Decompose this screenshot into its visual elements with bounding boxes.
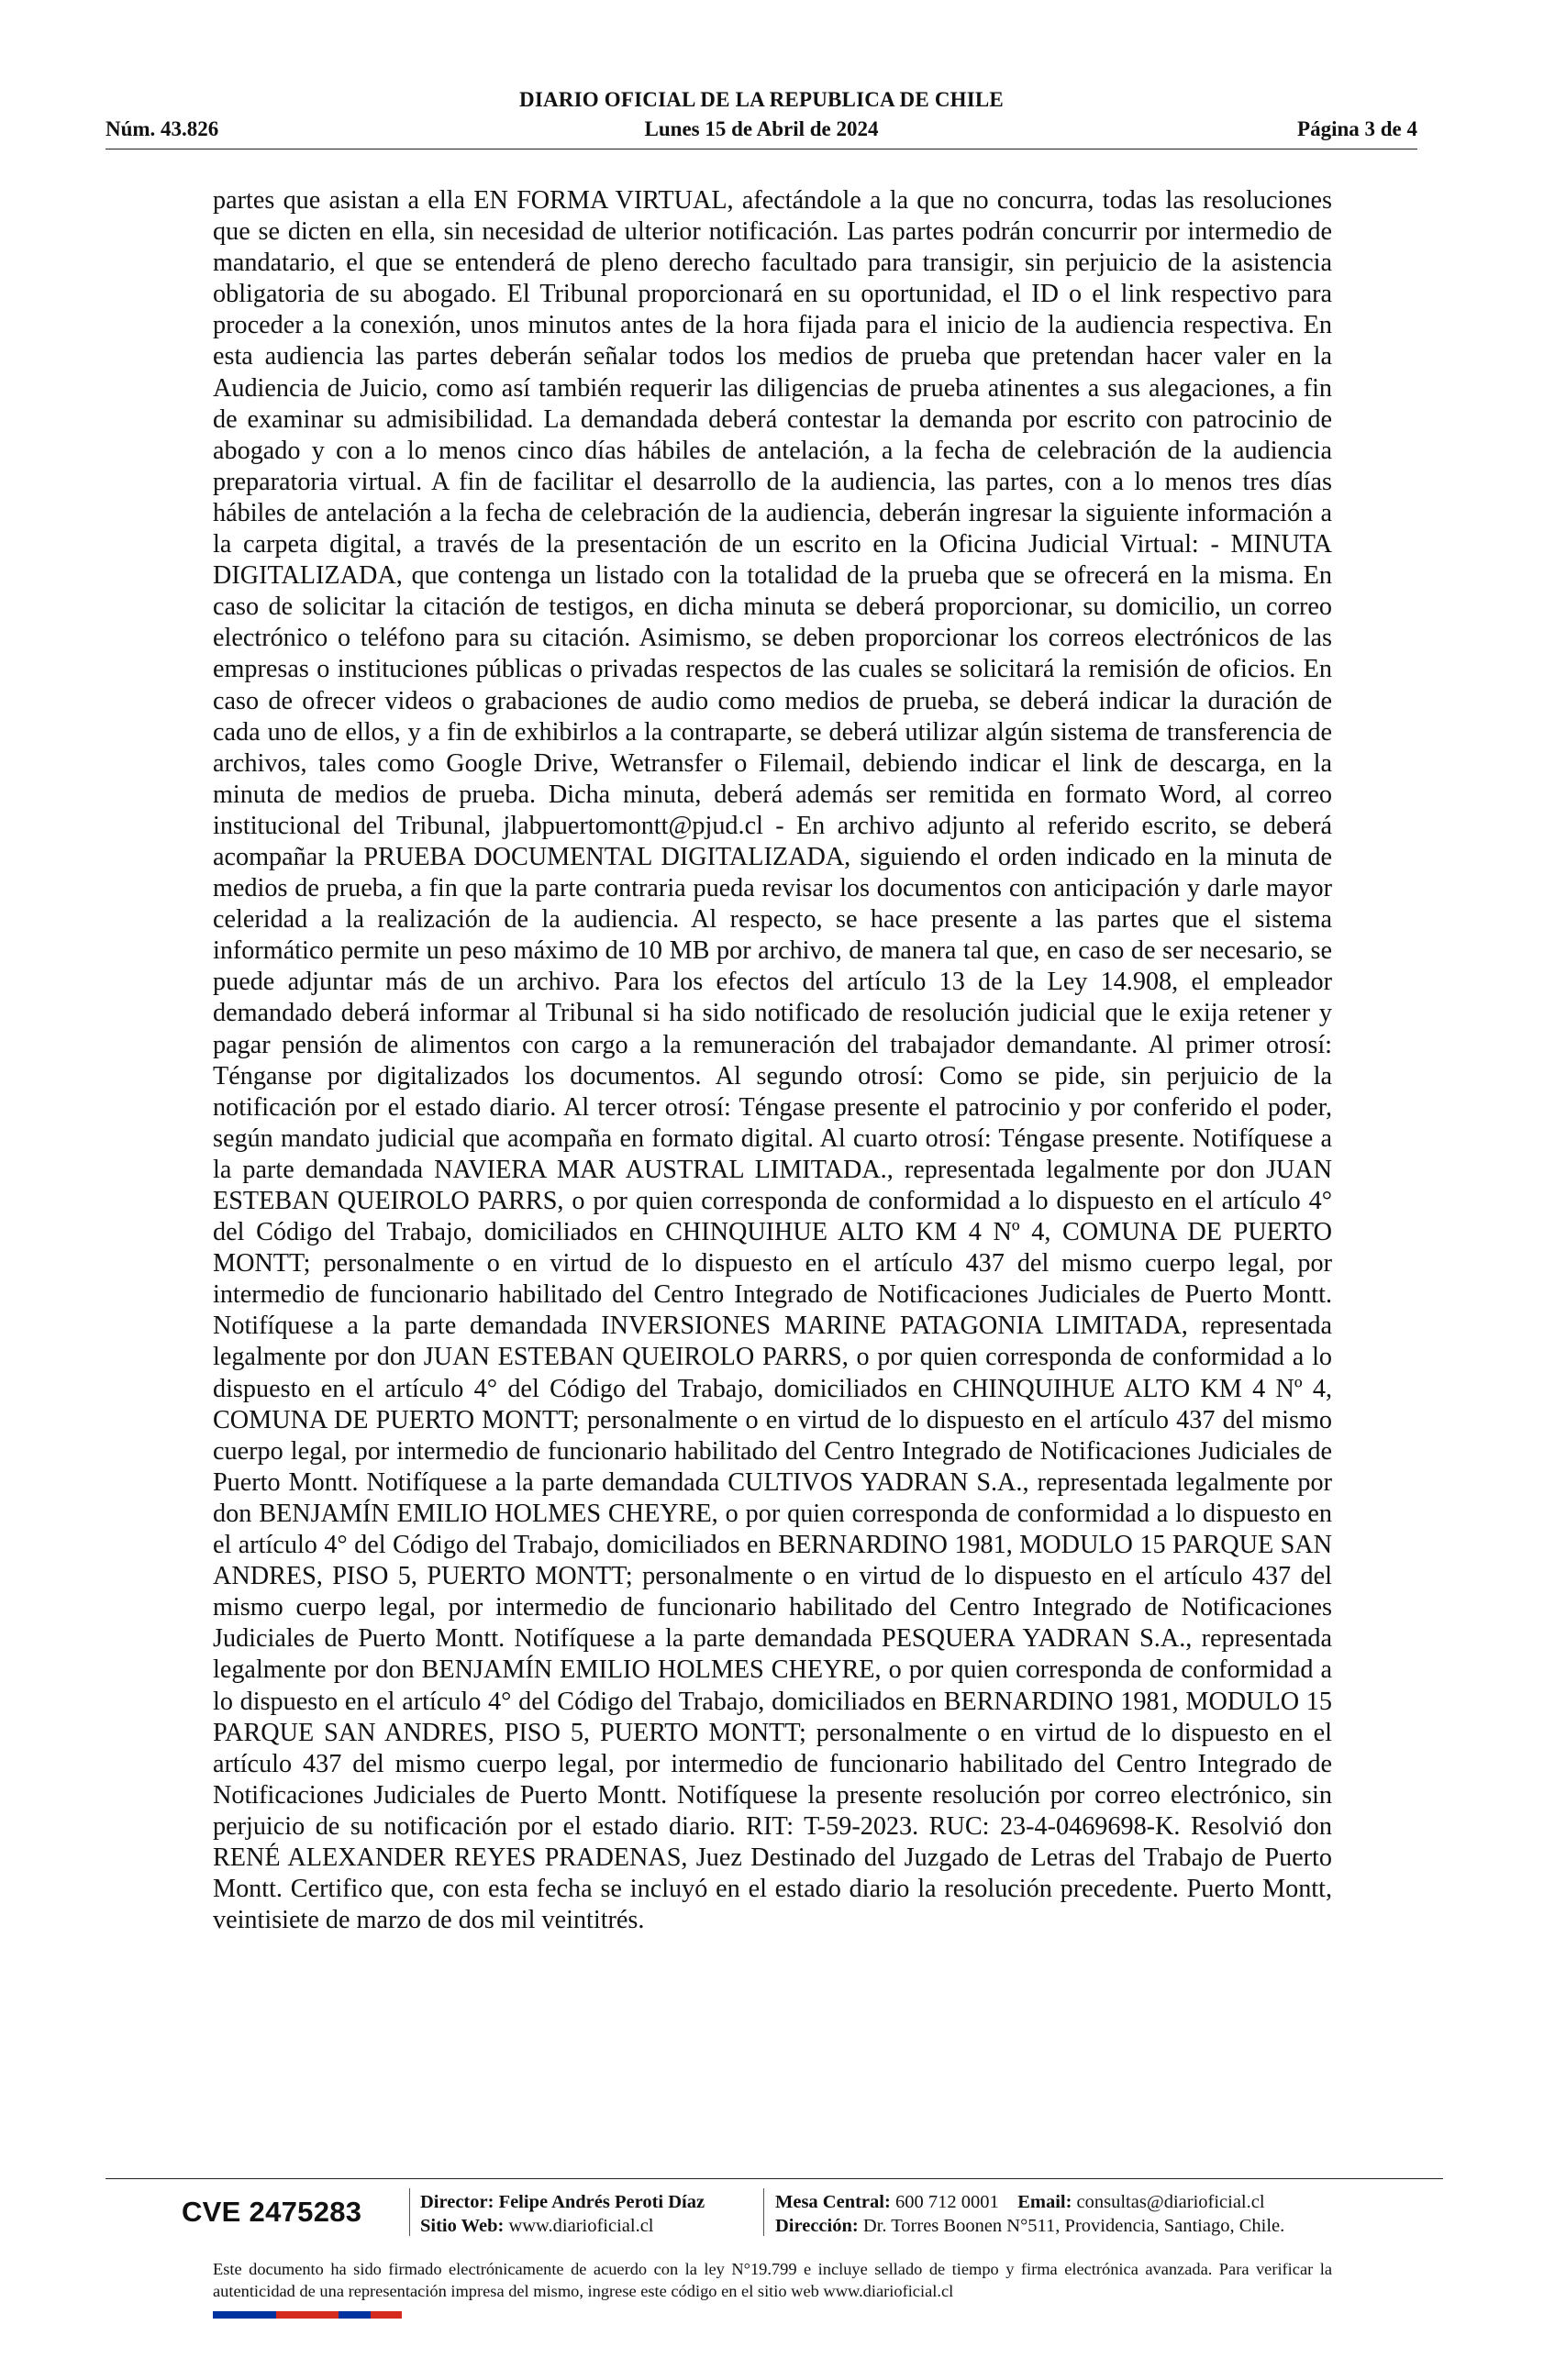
address-label: Dirección: <box>775 2216 859 2236</box>
director-label: Director: <box>420 2192 494 2212</box>
flag-segment <box>244 2311 275 2319</box>
gazette-title: DIARIO OFICIAL DE LA REPUBLICA DE CHILE <box>519 88 1004 111</box>
chile-flag-stripe <box>213 2311 402 2319</box>
address-line <box>775 2214 1284 2238</box>
flag-segment <box>307 2311 339 2319</box>
page-header <box>106 88 1417 150</box>
website-line <box>420 2214 705 2238</box>
address-text: Dr. Torres Boonen N°511, Providencia, Santiago, Chile. <box>862 2216 1285 2236</box>
director-line <box>420 2190 705 2214</box>
flag-segment <box>276 2311 307 2319</box>
electronic-signature-notice: Este documento ha sido firmado electrónicamente de acuerdo con la ley N°19.799 e incluye sellado de tiempo y firma electrónica avanzada. Para verificar la autenticidad de una representación impresa del mismo, ingrese este código en el sitio web www.diarioficial.cl <box>213 2260 1332 2300</box>
footer-separator <box>763 2188 764 2236</box>
flag-segment <box>213 2311 244 2319</box>
footer-director-block <box>420 2190 705 2238</box>
resolution-body-text: partes que asistan a ella EN FORMA VIRTUAL, afectándole a la que no concurra, todas las resoluciones que se dicten en ella, sin necesidad de ulterior notificación. Las partes podrán concurrir por intermedio de mandatario, el que se entenderá de pleno derecho facultado para transigir, sin perjuicio de la asistencia obligatoria de su abogado. El Tribunal proporcionará en su oportunidad, el ID o el link respectivo para proceder a la conexión, unos minutos antes de la hora fijada para el inicio de la audiencia respectiva. En esta audiencia las partes deberán señalar todos los medios de prueba que pretendan hacer valer en la Audiencia de Juicio, como así también requerir las diligencias de prueba atinentes a sus alegaciones, a fin de examinar su admisibilidad. La demandada deberá contestar la demanda por escrito con patrocinio de abogado y con a lo menos cinco días hábiles de antelación, a la fecha de celebración de la audiencia preparatoria virtual. A fin de facilitar el desarrollo de la audiencia, las partes, con a lo menos tres días hábiles de antelación a la fecha de celebración de la audiencia, deberán ingresar la siguiente información a la carpeta digital, a través de la presentación de un escrito en la Oficina Judicial Virtual: - MINUTA DIGITALIZADA, que contenga un listado con la totalidad de la prueba que se ofrecerá en la misma. En caso de solicitar la citación de testigos, en dicha minuta se deberá proporcionar, su domicilio, un correo electrónico o teléfono para su citación. Asimismo, se deben proporcionar los correos electrónicos de las empresas o instituciones públicas o privadas respectos de las cuales se solicitará la remisión de oficios. En caso de ofrecer videos o grabaciones de audio como medios de prueba, se deberá indicar la duración de cada uno de ellos, y a fin de exhibirlos a la contraparte, se deberá utilizar algún sistema de transferencia de archivos, tales como Google Drive, Wetransfer o Filemail, debiendo indicar el link de descarga, en la minuta de medios de prueba. Dicha minuta, deberá además ser remitida en formato Word, al correo institucional del Tribunal, jlabpuertomontt@pjud.cl - En archivo adjunto al referido escrito, se deberá acompañar la PRUEBA DOCUMENTAL DIGITALIZADA, siguiendo el orden indicado en la minuta de medios de prueba, a fin que la parte contraria pueda revisar los documentos con anticipación y darle mayor celeridad a la realización de la audiencia. Al respecto, se hace presente a las partes que el sistema informático permite un peso máximo de 10 MB por archivo, de manera tal que, en caso de ser necesario, se puede adjuntar más de un archivo. Para los efectos del artículo 13 de la Ley 14.908, el empleador demandado deberá informar al Tribunal si ha sido notificado de resolución judicial que le exija retener y pagar pensión de alimentos con cargo a la remuneración del trabajador demandante. Al primer otrosí: Ténganse por digitalizados los documentos. Al segundo otrosí: Como se pide, sin perjuicio de la notificación por el estado diario. Al tercer otrosí: Téngase presente el patrocinio y por conferido el poder, según mandato judicial que acompaña en formato digital. Al cuarto otrosí: Téngase presente. Notifíquese a la parte demandada NAVIERA MAR AUSTRAL LIMITADA., representada legalmente por don JUAN ESTEBAN QUEIROLO PARRS, o por quien corresponda de conformidad a lo dispuesto en el artículo 4° del Código del Trabajo, domiciliados en CHINQUIHUE ALTO KM 4 Nº 4, COMUNA DE PUERTO MONTT; personalmente o en virtud de lo dispuesto en el artículo 437 del mismo cuerpo legal, por intermedio de funcionario habilitado del Centro Integrado de Notificaciones Judiciales de Puerto Montt. Notifíquese a la parte demandada INVERSIONES MARINE PATAGONIA LIMITADA, representada legalmente por don JUAN ESTEBAN QUEIROLO PARRS, o por quien corresponda de conformidad a lo dispuesto en el artículo 4° del Código del Trabajo, domiciliados en CHINQUIHUE ALTO KM 4 Nº 4, COMUNA DE PUERTO MONTT; personalmente o en virtud de lo dispuesto en el artículo 437 del mismo cuerpo legal, por intermedio de funcionario habilitado del Centro Integrado de Notificaciones Judiciales de Puerto Montt. Notifíquese a la parte demandada CULTIVOS YADRAN S.A., representada legalmente por don BENJAMÍN EMILIO HOLMES CHEYRE, o por quien corresponda de conformidad a lo dispuesto en el artículo 4° del Código del Trabajo, domiciliados en BERNARDINO 1981, MODULO 15 PARQUE SAN ANDRES, PISO 5, PUERTO MONTT; personalmente o en virtud de lo dispuesto en el artículo 437 del mismo cuerpo legal, por intermedio de funcionario habilitado del Centro Integrado de Notificaciones Judiciales de Puerto Montt. Notifíquese a la parte demandada PESQUERA YADRAN S.A., representada legalmente por don BENJAMÍN EMILIO HOLMES CHEYRE, o por quien corresponda de conformidad a lo dispuesto en el artículo 4° del Código del Trabajo, domiciliados en BERNARDINO 1981, MODULO 15 PARQUE SAN ANDRES, PISO 5, PUERTO MONTT; personalmente o en virtud de lo dispuesto en el artículo 437 del mismo cuerpo legal, por intermedio de funcionario habilitado del Centro Integrado de Notificaciones Judiciales de Puerto Montt. Notifíquese la presente resolución por correo electrónico, sin perjuicio de su notificación por el estado diario. RIT: T-59-2023. RUC: 23-4-0469698-K. Resolvió don RENÉ ALEXANDER REYES PRADENAS, Juez Destinado del Juzgado de Letras del Trabajo de Puerto Montt. Certifico que, con esta fecha se incluyó en el estado diario la resolución precedente. Puerto Montt, veintisiete de marzo de dos mil veintitrés. <box>213 186 1332 1935</box>
email-label: Email: <box>1017 2192 1072 2212</box>
phone-number: 600 712 0001 <box>894 2192 999 2212</box>
flag-segment <box>371 2311 402 2319</box>
issue-date: Lunes 15 de Abril de 2024 <box>644 117 879 140</box>
director-name: Felipe Andrés Peroti Díaz <box>498 2192 705 2212</box>
phone-label: Mesa Central: <box>775 2192 891 2212</box>
footer-separator <box>409 2188 410 2236</box>
issue-number: Núm. 43.826 <box>106 117 219 140</box>
phone-email-line <box>775 2190 1284 2214</box>
flag-segment <box>339 2311 370 2319</box>
cve-code: CVE 2475283 <box>182 2196 362 2228</box>
website-link[interactable]: www.diarioficial.cl <box>508 2216 654 2236</box>
footer-contact-block <box>775 2190 1284 2238</box>
website-label: Sitio Web: <box>420 2216 505 2236</box>
footer-divider <box>106 2178 1443 2179</box>
email-link[interactable]: consultas@diarioficial.cl <box>1076 2192 1265 2212</box>
page-number: Página 3 de 4 <box>1297 117 1417 140</box>
